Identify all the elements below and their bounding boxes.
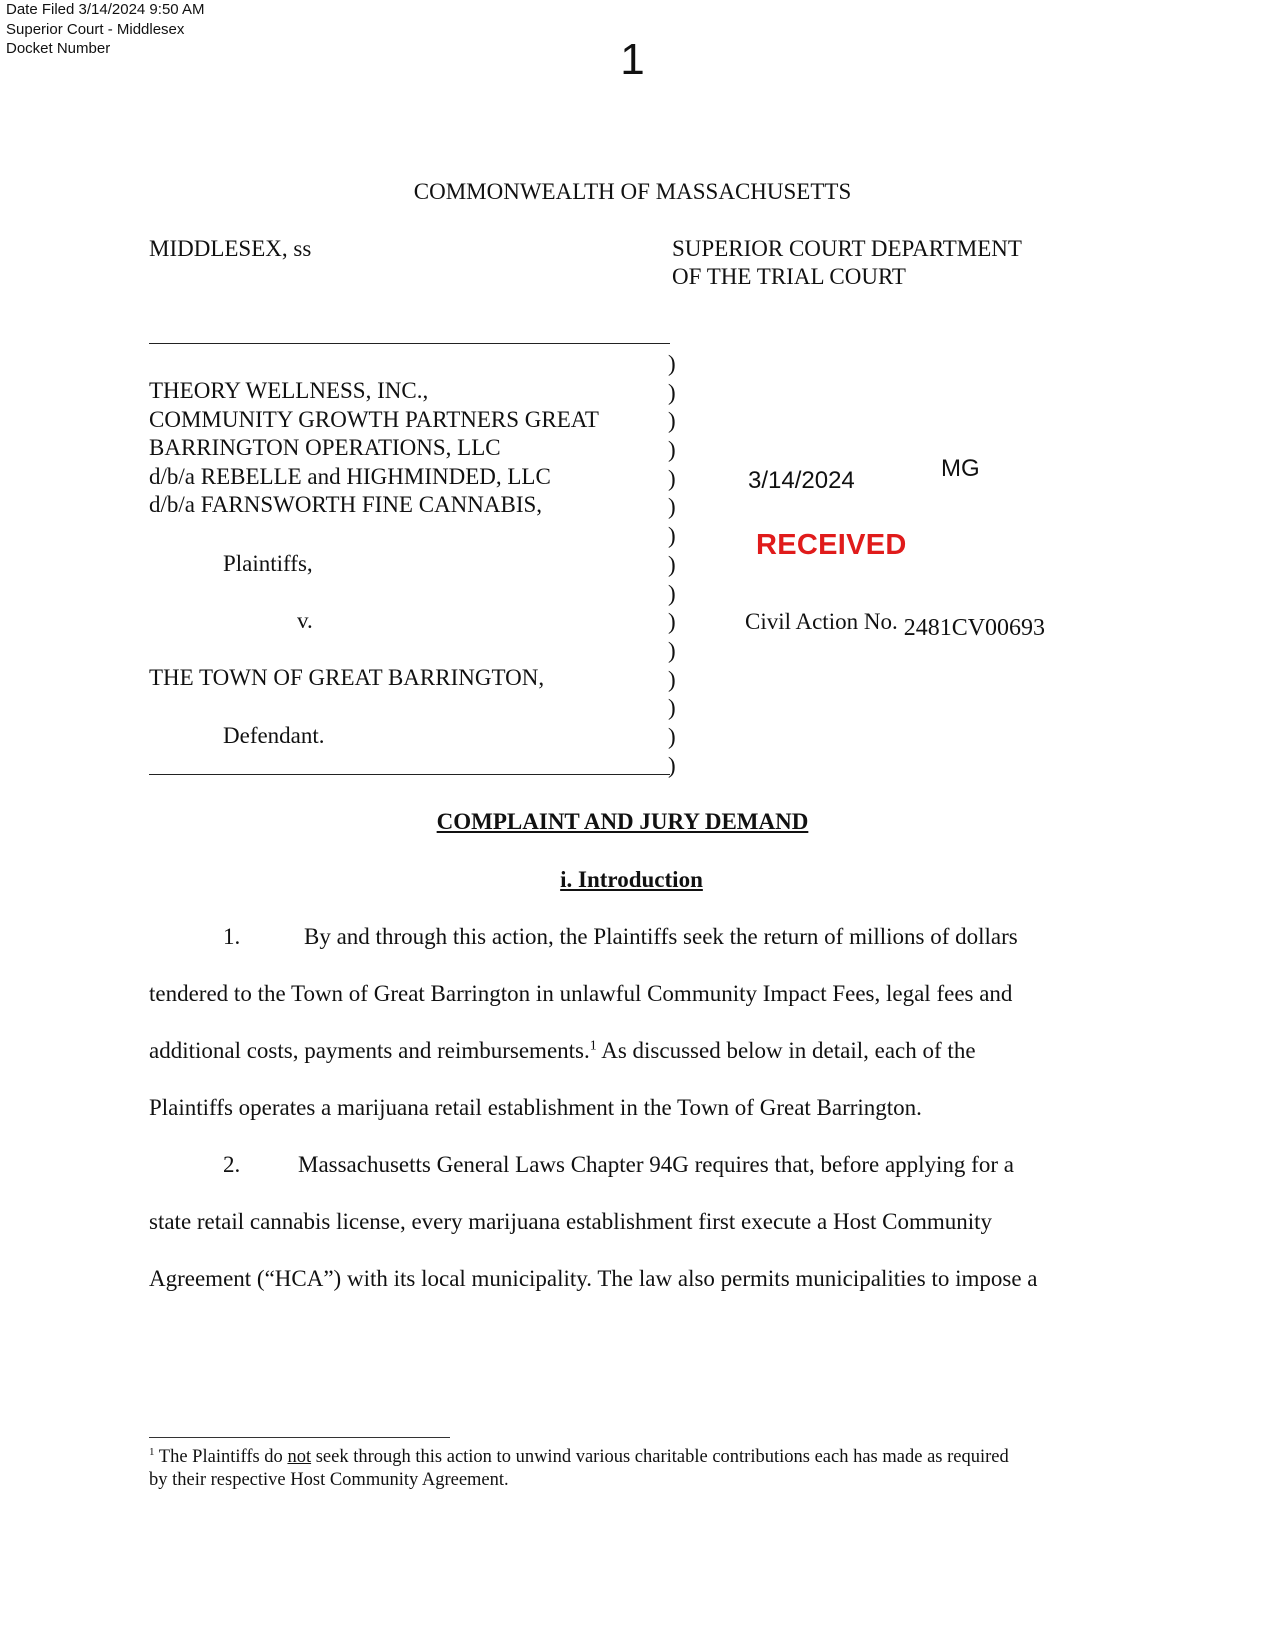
defendant-label: Defendant. (223, 723, 325, 748)
caption-paren: ) (668, 408, 676, 434)
civil-action-label: Civil Action No. (745, 609, 898, 634)
plaintiff-line: COMMUNITY GROWTH PARTNERS GREAT (149, 406, 599, 432)
caption-paren: ) (668, 666, 676, 692)
plaintiff-line: THEORY WELLNESS, INC., (149, 378, 429, 403)
caption-paren: ) (668, 465, 676, 491)
civil-action-value: 2481CV00693 (903, 615, 1046, 641)
caption-paren: ) (668, 580, 676, 606)
commonwealth-heading: COMMONWEALTH OF MASSACHUSETTS (413, 179, 852, 204)
plaintiffs-label: Plaintiffs, (223, 551, 313, 576)
county-label: MIDDLESEX, ss (149, 236, 312, 261)
filing-court: Superior Court - Middlesex (6, 20, 185, 38)
page-number: 1 (620, 35, 645, 84)
paragraph-line (149, 1037, 976, 1065)
caption-paren: ) (668, 551, 676, 577)
docket-number-label: Docket Number (6, 40, 111, 57)
document-title: COMPLAINT AND JURY DEMAND (436, 809, 809, 834)
defendant-name: THE TOWN OF GREAT BARRINGTON, (149, 665, 545, 690)
paragraph-number: 2. (223, 1152, 241, 1177)
caption-bottom-rule (149, 774, 670, 775)
footnote-line (149, 1446, 1009, 1468)
paragraph-line: state retail cannabis license, every marijuana establishment first execute a Host Community (149, 1209, 993, 1234)
footnote-emphasis: not (287, 1447, 312, 1467)
caption-paren-column (668, 350, 676, 780)
paragraph-line: Agreement (“HCA”) with its local municipality. The law also permits municipalities to impose a (149, 1266, 1038, 1291)
paragraph-line: By and through this action, the Plaintiffs seek the return of millions of dollars (304, 924, 1018, 949)
plaintiff-line: d/b/a FARNSWORTH FINE CANNABIS, (149, 492, 543, 517)
received-date: 3/14/2024 (748, 467, 855, 494)
caption-paren: ) (668, 609, 676, 635)
paragraph-text: As discussed below in detail, each of the (601, 1038, 976, 1063)
footnote-marker: 1 (149, 1445, 155, 1458)
received-initials: MG (941, 455, 980, 482)
paragraph-line: tendered to the Town of Great Barrington in unlawful Community Impact Fees, legal fees and (149, 981, 1013, 1006)
footnote-line: by their respective Host Community Agreement. (149, 1470, 509, 1490)
footnote-separator (149, 1437, 450, 1438)
footnote-ref[interactable]: 1 (589, 1038, 597, 1054)
caption-paren: ) (668, 351, 676, 376)
caption-paren: ) (668, 523, 676, 549)
caption-paren: ) (668, 723, 676, 749)
section-heading: i. Introduction (560, 867, 703, 892)
plaintiff-line: d/b/a REBELLE and HIGHMINDED, LLC (149, 463, 551, 489)
civil-action-number (745, 608, 1046, 641)
footnote-text: The Plaintiffs do (158, 1447, 288, 1467)
court-line-1: SUPERIOR COURT DEPARTMENT (672, 236, 1022, 261)
caption-paren: ) (668, 494, 676, 520)
caption-paren: ) (668, 437, 676, 463)
paragraph-text: additional costs, payments and reimbursements. (149, 1038, 590, 1063)
paragraph-line: Plaintiffs operates a marijuana retail establishment in the Town of Great Barrington. (149, 1095, 922, 1120)
plaintiffs-list (149, 377, 599, 520)
caption-paren: ) (668, 695, 676, 721)
paragraph-line: Massachusetts General Laws Chapter 94G requires that, before applying for a (298, 1152, 1014, 1177)
received-stamp: RECEIVED (756, 529, 907, 561)
court-name (672, 235, 1022, 291)
versus-label: v. (297, 608, 313, 633)
caption-top-rule (149, 343, 670, 344)
paragraph-number: 1. (223, 924, 241, 949)
plaintiff-line: BARRINGTON OPERATIONS, LLC (149, 435, 501, 460)
court-line-2: OF THE TRIAL COURT (672, 264, 906, 289)
caption-paren: ) (668, 637, 676, 663)
footnote-text: seek through this action to unwind various charitable contributions each has made as required (311, 1447, 1009, 1467)
filing-date: Date Filed 3/14/2024 9:50 AM (6, 1, 205, 18)
caption-paren: ) (668, 752, 676, 778)
caption-paren: ) (668, 379, 676, 405)
